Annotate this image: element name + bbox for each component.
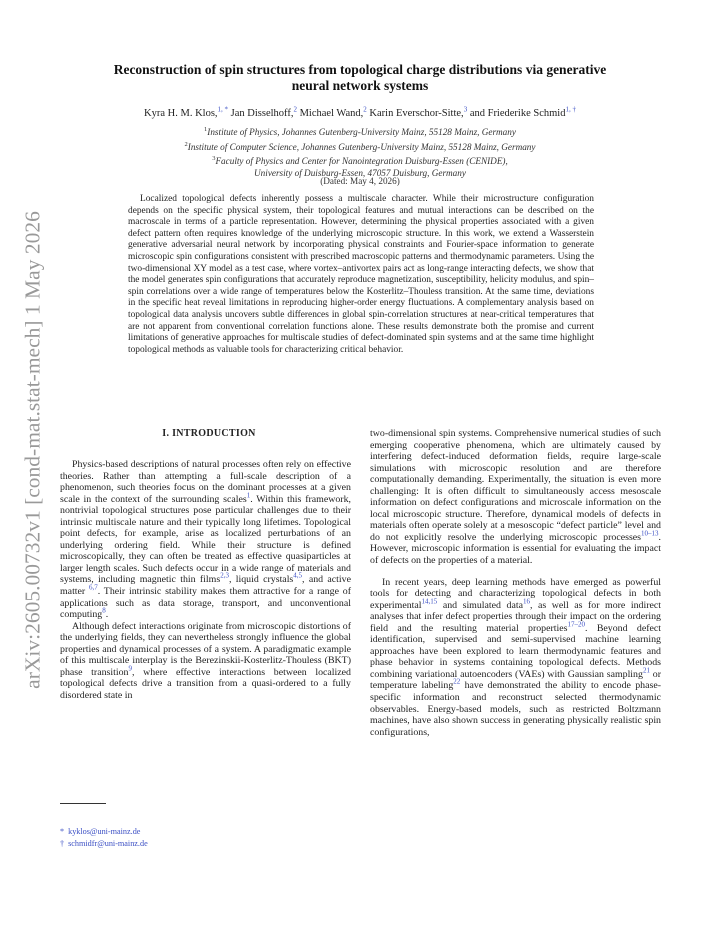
affiliation-2: $^2$Institute of Computer Science, Johannes Gutenberg-University Mainz, 55128 Mainz, Germany <box>184 140 536 152</box>
footnote-email-1 <box>60 827 140 836</box>
citation-link[interactable]: 1 <box>246 491 251 500</box>
author-name: Karin Everschor-Sitte, <box>366 108 464 119</box>
arxiv-identifier: arXiv:2605.00732v1 [cond-mat.stat-mech] 1 May 2026 <box>20 211 45 689</box>
arxiv-sidebar-stamp <box>18 200 48 700</box>
affiliation-1: $^1$Institute of Physics, Johannes Gutenberg-University Mainz, 55128 Mainz, Germany <box>204 126 516 138</box>
author-name: and Friederike Schmid <box>467 108 566 119</box>
footnote-divider <box>60 803 106 804</box>
footnote-mark: † <box>60 839 65 848</box>
author-affiliation-mark[interactable]: 1, * <box>217 105 229 114</box>
paragraph: Although defect interactions originate from microscopic distortions of the underlying fields, they can nevertheless strongly influence the global properties and dynamical processes of a system. A paradigmatic example of this multiscale interplay is the Berezinskii-Kosterlitz-Thouless (BKT) phase transition$^9$, where effective interactions between localized topological defects drive a transition from a quasi-ordered to a fully disordered state in <box>60 620 351 701</box>
citation-link[interactable]: 2,3 <box>220 572 229 581</box>
citation-link[interactable]: 16 <box>522 597 530 606</box>
right-column <box>370 428 661 738</box>
author-affiliation-mark[interactable]: 2 <box>363 105 367 114</box>
citation-link[interactable]: 8 <box>102 606 106 615</box>
paragraph: two-dimensional spin systems. Comprehensive numerical studies of such emerging cooperative phenomena, which are ultimately caused by interfering defect-induced deformation fields, require large-scale simulations with microscopic resolution and are therefore computationally demanding. Experimentally, the situation is even more challenging: It is often difficult to simultaneously access mesoscale information on defect configurations and microscale information on the local microscopic structure. Therefore, dynamical models of defects in materials often operate solely at a mesoscopic “defect particle” level and do not explicitly resolve the underlying microscopic processes$^{10-13}$. However, microscopic information is essential for evaluating the impact of defects on the properties of a material. <box>370 428 661 567</box>
author-affiliation-mark[interactable]: 2 <box>293 105 297 114</box>
citation-link[interactable]: 9 <box>128 664 132 673</box>
citation-link[interactable]: 22 <box>453 678 461 687</box>
footnote-email-2 <box>60 839 148 848</box>
citation-link[interactable]: 10–13 <box>641 529 659 538</box>
author-name: Jan Disselhoff, <box>228 108 294 119</box>
affiliation-3: $^3$Faculty of Physics and Center for Nanointegration Duisburg-Essen (CENIDE), <box>212 155 508 167</box>
title-line-2: neural network systems <box>291 78 429 93</box>
author-affiliation-mark[interactable]: 3 <box>463 105 468 114</box>
email-link[interactable]: schmidfr@uni-mainz.de <box>68 839 148 848</box>
paper-title <box>60 62 660 94</box>
author-affiliation-mark[interactable]: 1, † <box>565 105 576 114</box>
affiliation-3-cont: University of Duisburg-Essen, 47057 Duisburg, Germany <box>254 167 466 178</box>
author-list <box>60 105 660 119</box>
title-line-1: Reconstruction of spin structures from topological charge distributions via generative <box>113 62 607 77</box>
citation-link[interactable]: 4,5 <box>293 572 303 581</box>
author-name: Kyra H. M. Klos, <box>144 108 218 119</box>
citation-link[interactable]: 6,7 <box>89 583 98 592</box>
citation-link[interactable]: 14,15 <box>421 597 438 606</box>
citation-link[interactable]: 17–20 <box>567 620 586 629</box>
email-link[interactable]: kyklos@uni-mainz.de <box>68 827 141 836</box>
citation-link[interactable]: 21 <box>642 666 650 675</box>
paragraph: In recent years, deep learning methods have emerged as powerful tools for detecting and characterizing topological defects in both experimental$^{14,15}$ and simulated data$^{16}$, as well as for more indirect analyses that infer defect properties through their impact on the ordering field and the resulting material properties$^{17-20}$. Beyond defect identification, supervised and semi-supervised machine learning approaches have been explored to learn thermodynamic features and phase behavior in systems containing topological defects. Methods combining variational autoencoders (VAEs) with Gaussian sampling$^{21}$ or temperature labeling$^{22}$ have demonstrated the ability to encode phase-specific information and reconstruct selected thermodynamic observables. Energy-based models, such as restricted Boltzmann machines, have also shown success in generating physically realistic spin configurations, <box>370 576 662 738</box>
affiliation-block <box>60 124 660 179</box>
footnote-mark: * <box>60 827 65 836</box>
date-line: (Dated: May 4, 2026) <box>320 176 400 186</box>
paragraph: Physics-based descriptions of natural processes often rely on effective theories. Rather than attempting a full-scale description of a phenomenon, such theories focus on the dominant processes at a given scale in the context of the surrounding scales$^1$. Within this framework, nontrivial topological structures pose particular challenges due to their intrinsic multiscale nature and their typically long lifetimes. Topological point defects, for example, arise as localized perturbations of an underlying ordering field. While their structure is defined microscopically, they can often be treated as effective quasiparticles at larger length scales. Such defects occur in a wide range of materials and systems, including magnetic thin films$^{2,3}$, liquid crystals$^{4,5}$, and active matter $^{6,7}$. Their intrinsic stability makes them attractive for a range of applications such as data storage, transport, and unconventional computing$^8$. <box>60 459 351 621</box>
author-name: Michael Wand, <box>296 108 364 119</box>
abstract: Localized topological defects inherently possess a multiscale character. While their microstructure configuration depends on the specific physical system, their topological features and mutual interactions can be described on the macroscale in terms of a particle representation. However, determining the physical properties associated with a given defect pattern often requires knowledge of the underlying microscopic structure. In this work, we extend a Wasserstein generative adversarial neural network by incorporating physical constraints and Fourier-space information to generate microscopic spin configurations consistent with prescribed macroscopic patterns and thermodynamic parameters. Using the two-dimensional XY model as a test case, where vortex–antivortex pairs act as long-range interacting defects, we show that the model generates spin configurations that accurately reproduce magnetization, susceptibility, helicity modulus, and spin–spin correlations over a wide range of temperatures below the Kosterlitz–Thouless transition. At the same time, deviations in the specific heat reveal limitations in reproducing higher-order energy fluctuations. A complementary analysis based on topological data analysis uncovers subtle differences in global spin-correlation structures at near-critical temperatures that are not apparent from conventional correlation functions alone. These results demonstrate both the promise and current limitations of generative approaches for multiscale studies of defect-dominated spin systems and at the same time highlight topological methods as valuable tools for characterizing critical behavior. <box>128 194 594 355</box>
left-column <box>60 459 351 701</box>
section-heading-introduction: I. INTRODUCTION <box>162 428 256 439</box>
